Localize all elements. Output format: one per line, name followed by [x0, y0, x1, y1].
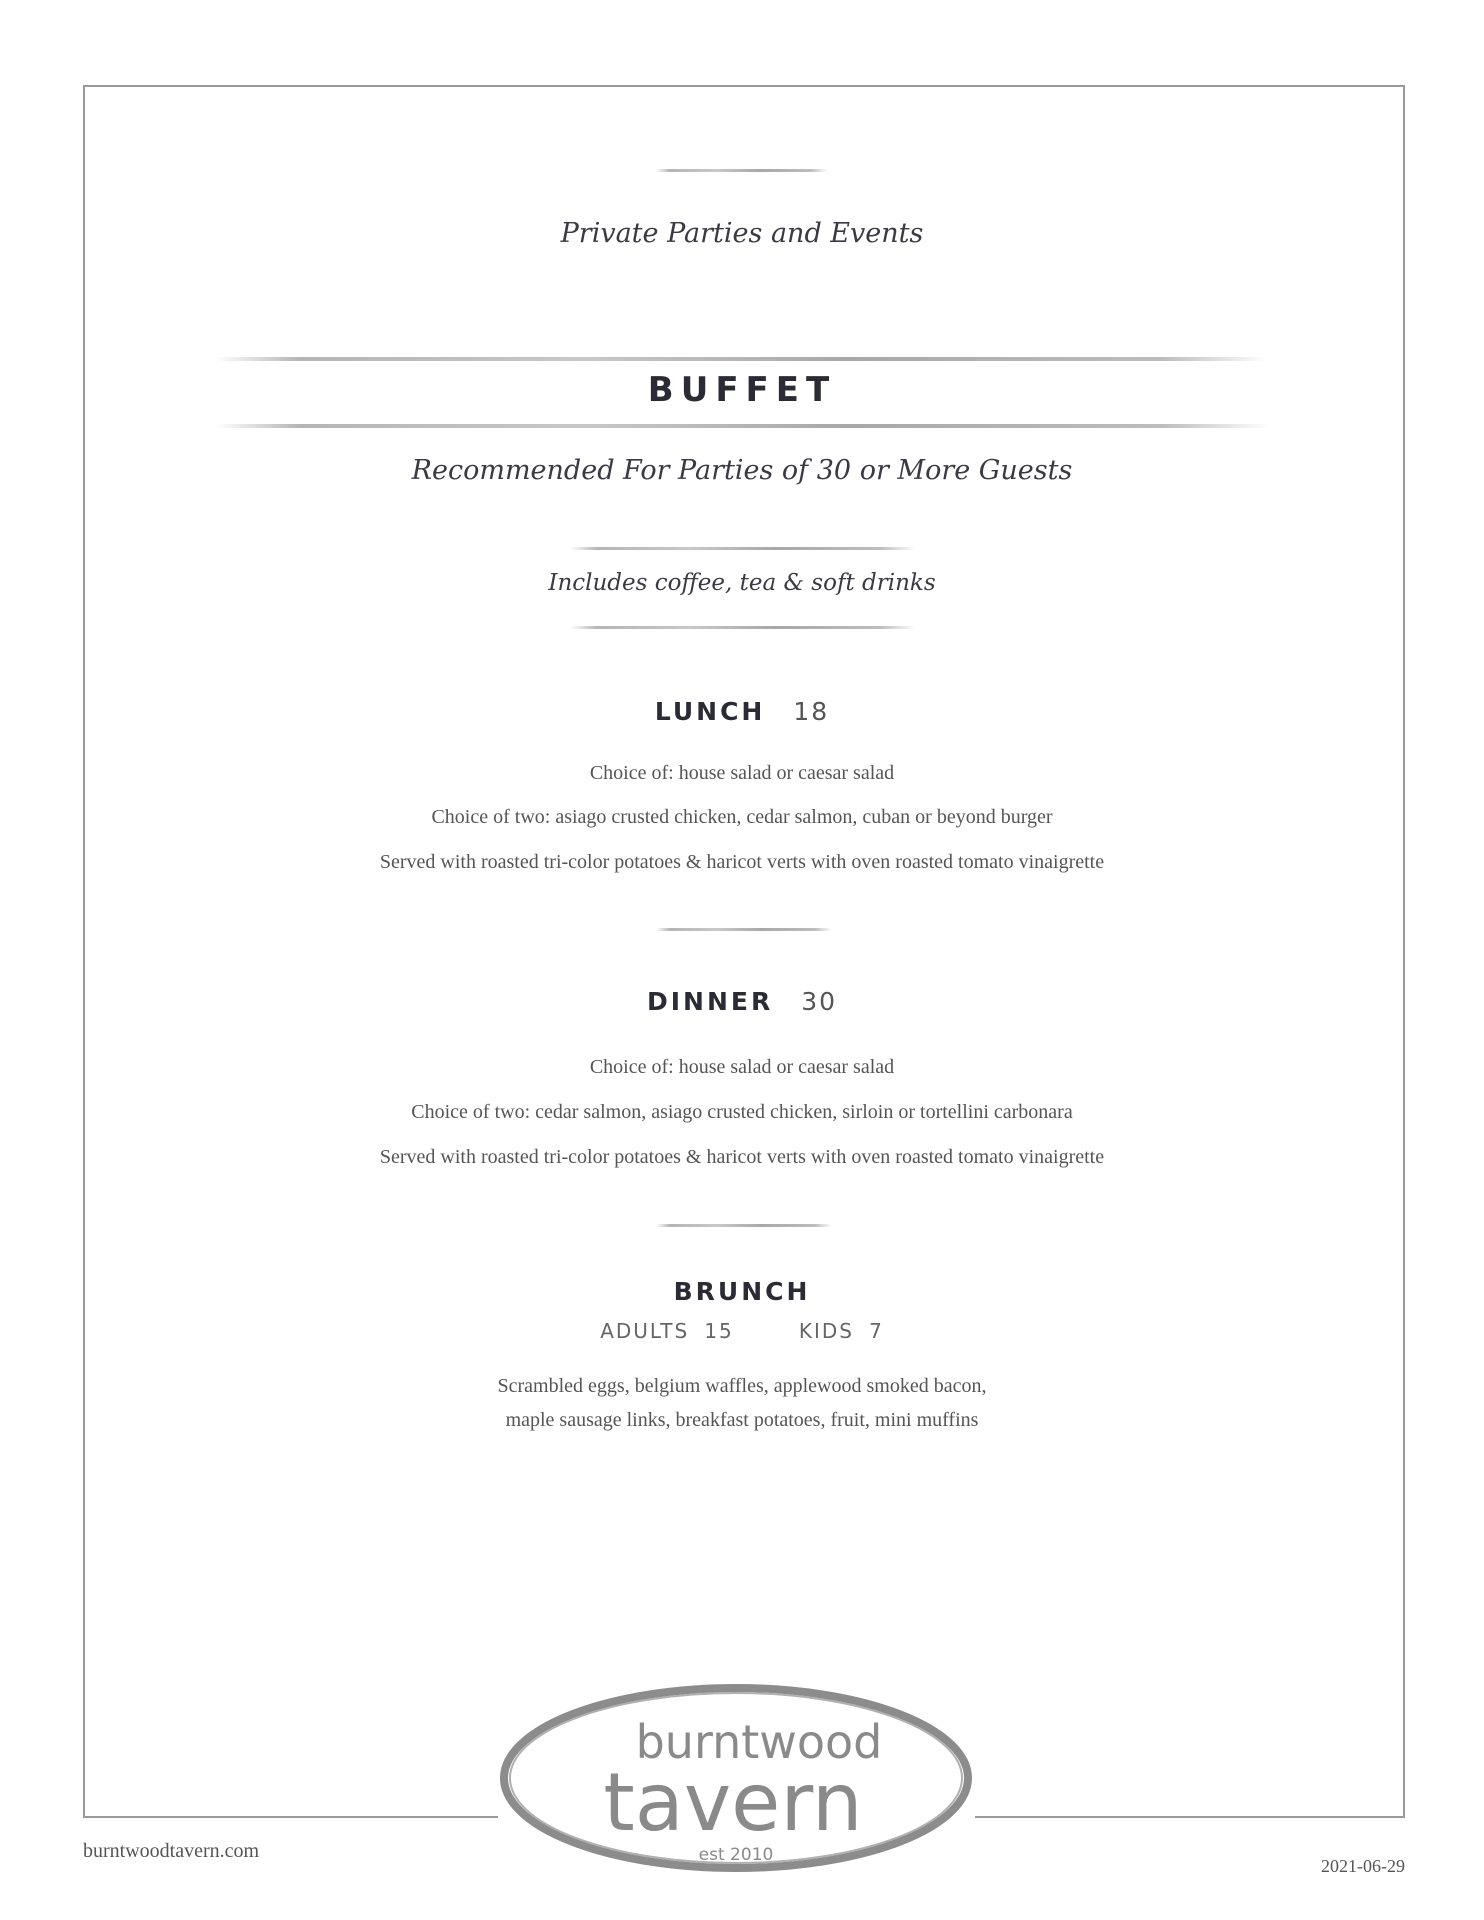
lunch-line: Choice of two: asiago crusted chicken, cedar salmon, cuban or beyond burger [431, 806, 1053, 828]
logo-established: est 2010 [698, 1845, 774, 1865]
divider [570, 547, 915, 550]
page-subtitle: Private Parties and Events [560, 218, 924, 249]
brunch-title: BRUNCH [673, 1277, 811, 1306]
adults-price: 15 [704, 1319, 734, 1343]
page-border-bottom-left [83, 1816, 498, 1818]
title-rule-bottom [216, 424, 1268, 428]
dinner-line: Choice of two: cedar salmon, asiago crusted chicken, sirloin or tortellini carbonara [411, 1101, 1073, 1123]
dinner-heading [0, 987, 1484, 1016]
kids-label: KIDS [798, 1319, 854, 1343]
brunch-line: Scrambled eggs, belgium waffles, applewood smoked bacon, [497, 1375, 987, 1397]
brunch-prices [0, 1319, 1484, 1343]
divider [570, 626, 915, 629]
logo-tavern: tavern [603, 1756, 863, 1849]
adults-label: ADULTS [600, 1319, 690, 1343]
page-border-bottom-right [975, 1816, 1405, 1818]
includes-text: Includes coffee, tea & soft drinks [548, 570, 936, 596]
burntwood-tavern-logo [497, 1680, 975, 1876]
website-text: burntwoodtavern.com [83, 1840, 260, 1862]
lunch-line: Choice of: house salad or caesar salad [589, 762, 895, 784]
dinner-title: DINNER [646, 987, 774, 1016]
lunch-title: LUNCH [654, 697, 766, 726]
page-border-top [83, 85, 1405, 87]
page-title: BUFFET [647, 370, 837, 410]
lunch-heading [0, 697, 1484, 726]
date-text: 2021-06-29 [1321, 1856, 1405, 1876]
brunch-line: maple sausage links, breakfast potatoes, fruit, mini muffins [505, 1409, 979, 1431]
divider [656, 1224, 832, 1227]
recommendation-text: Recommended For Parties of 30 or More Guests [411, 455, 1073, 486]
divider [656, 169, 828, 172]
dinner-price: 30 [801, 987, 838, 1016]
lunch-price: 18 [793, 697, 830, 726]
logo-burntwood: burntwood [635, 1715, 883, 1769]
page-border-right [1403, 85, 1405, 1818]
dinner-line: Choice of: house salad or caesar salad [589, 1056, 895, 1078]
dinner-line: Served with roasted tri-color potatoes & haricot verts with oven roasted tomato vinaigrette [379, 1146, 1105, 1168]
kids-price: 7 [869, 1319, 884, 1343]
divider [656, 928, 832, 931]
title-rule-top [216, 357, 1268, 361]
page-border-left [83, 85, 85, 1818]
lunch-line: Served with roasted tri-color potatoes & haricot verts with oven roasted tomato vinaigrette [379, 851, 1105, 873]
